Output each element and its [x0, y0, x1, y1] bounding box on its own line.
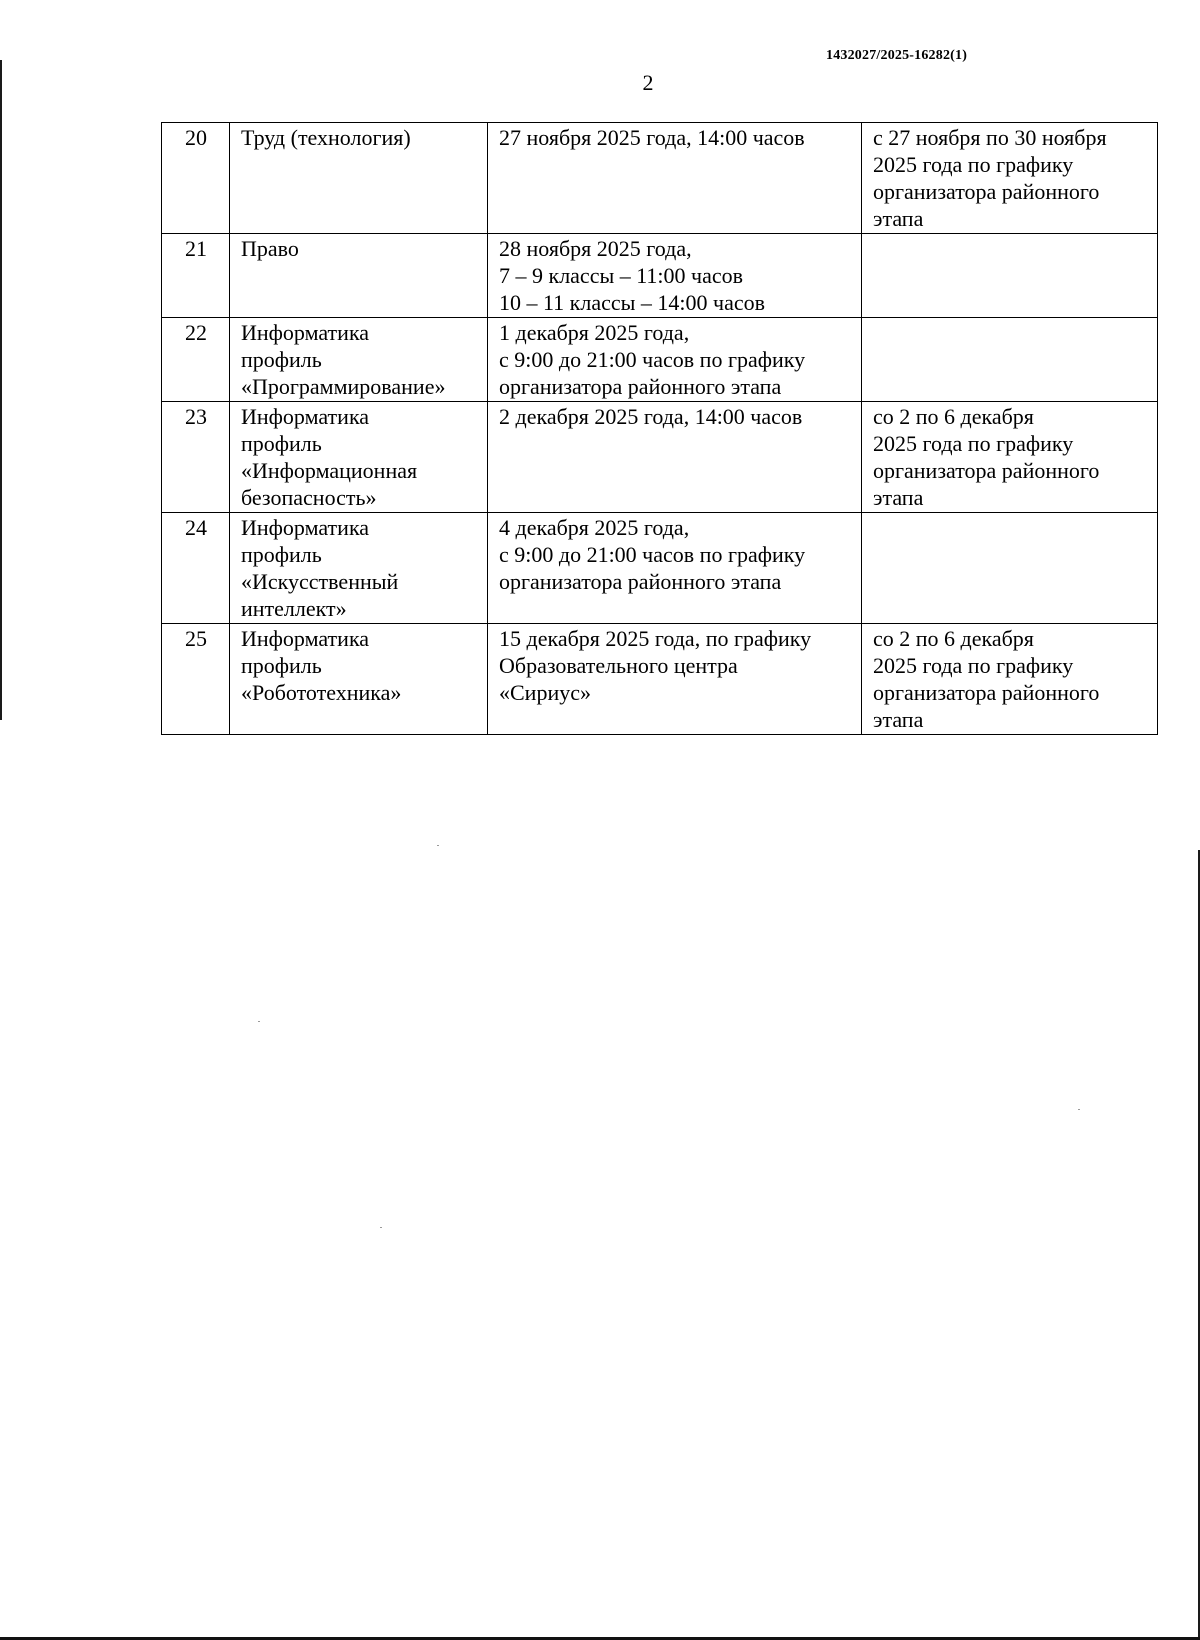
cell-text-line: «Искусственный	[241, 569, 399, 594]
cell-text-line: организатора районного	[873, 680, 1100, 705]
row-number-cell: 25	[162, 624, 230, 735]
row-number-cell: 23	[162, 402, 230, 513]
cell-text-line: профиль	[241, 653, 322, 678]
cell-text-line: Информатика	[241, 515, 370, 540]
cell-text-line: профиль	[241, 542, 322, 567]
scan-speck	[437, 845, 439, 846]
cell-text-line: профиль	[241, 347, 322, 372]
cell-text-line: «Программирование»	[241, 374, 446, 399]
cell-text-line: безопасность»	[241, 485, 377, 510]
subject-cell	[230, 624, 488, 735]
subject-cell	[230, 402, 488, 513]
cell-text-line: 2025 года по графику	[873, 653, 1074, 678]
table-row	[162, 234, 1158, 318]
check-dates-cell	[862, 234, 1158, 318]
cell-text-line: 2 декабря 2025 года, 14:00 часов	[499, 404, 803, 429]
cell-text-line: 4 декабря 2025 года,	[499, 515, 690, 540]
scan-speck	[258, 1021, 260, 1022]
scan-speck	[1078, 1109, 1080, 1110]
schedule-table-body	[162, 123, 1158, 735]
cell-text-line: с 9:00 до 21:00 часов по графику	[499, 542, 806, 567]
date-cell	[488, 402, 862, 513]
cell-text-line: с 9:00 до 21:00 часов по графику	[499, 347, 806, 372]
cell-text-line: этапа	[873, 206, 924, 231]
table-row	[162, 624, 1158, 735]
scan-speck	[380, 1227, 382, 1228]
date-cell	[488, 123, 862, 234]
cell-text-line: Информатика	[241, 404, 370, 429]
cell-text-line: 1 декабря 2025 года,	[499, 320, 690, 345]
cell-text-line: интеллект»	[241, 596, 347, 621]
cell-text-line: со 2 по 6 декабря	[873, 626, 1034, 651]
row-number-cell: 24	[162, 513, 230, 624]
row-number-cell: 20	[162, 123, 230, 234]
date-cell	[488, 513, 862, 624]
date-cell	[488, 624, 862, 735]
table-row	[162, 123, 1158, 234]
cell-text-line: Право	[241, 236, 299, 261]
check-dates-cell	[862, 624, 1158, 735]
subject-cell	[230, 318, 488, 402]
cell-text-line: 7 – 9 классы – 11:00 часов	[499, 263, 744, 288]
cell-text-line: 2025 года по графику	[873, 431, 1074, 456]
check-dates-cell	[862, 123, 1158, 234]
subject-cell	[230, 513, 488, 624]
cell-text-line: «Сириус»	[499, 680, 591, 705]
cell-text-line: «Робототехника»	[241, 680, 402, 705]
cell-text-line: «Информационная	[241, 458, 418, 483]
cell-text-line: организатора районного этапа	[499, 569, 782, 594]
cell-text-line: 2025 года по графику	[873, 152, 1074, 177]
cell-text-line: Труд (технология)	[241, 125, 411, 150]
cell-text-line: профиль	[241, 431, 322, 456]
page-number: 2	[642, 70, 654, 95]
cell-text-line: этапа	[873, 485, 924, 510]
date-cell	[488, 318, 862, 402]
check-dates-cell	[862, 513, 1158, 624]
subject-cell	[230, 123, 488, 234]
document-reference-number: 1432027/2025-16282(1)	[826, 48, 968, 63]
table-row	[162, 513, 1158, 624]
cell-text-line: 28 ноября 2025 года,	[499, 236, 692, 261]
cell-text-line: организатора районного	[873, 179, 1100, 204]
cell-text-line: Информатика	[241, 626, 370, 651]
row-number-cell: 22	[162, 318, 230, 402]
cell-text-line: с 27 ноября по 30 ноября	[873, 125, 1107, 150]
cell-text-line: Информатика	[241, 320, 370, 345]
cell-text-line: этапа	[873, 707, 924, 732]
check-dates-cell	[862, 402, 1158, 513]
cell-text-line: со 2 по 6 декабря	[873, 404, 1034, 429]
scan-edge-left	[0, 60, 2, 720]
schedule-table	[161, 122, 1158, 735]
check-dates-cell	[862, 318, 1158, 402]
cell-text-line: 15 декабря 2025 года, по графику	[499, 626, 812, 651]
date-cell	[488, 234, 862, 318]
cell-text-line: организатора районного	[873, 458, 1100, 483]
subject-cell	[230, 234, 488, 318]
cell-text-line: 27 ноября 2025 года, 14:00 часов	[499, 125, 805, 150]
table-row	[162, 318, 1158, 402]
row-number-cell: 21	[162, 234, 230, 318]
cell-text-line: организатора районного этапа	[499, 374, 782, 399]
table-row	[162, 402, 1158, 513]
cell-text-line: Образовательного центра	[499, 653, 738, 678]
cell-text-line: 10 – 11 классы – 14:00 часов	[499, 290, 766, 315]
